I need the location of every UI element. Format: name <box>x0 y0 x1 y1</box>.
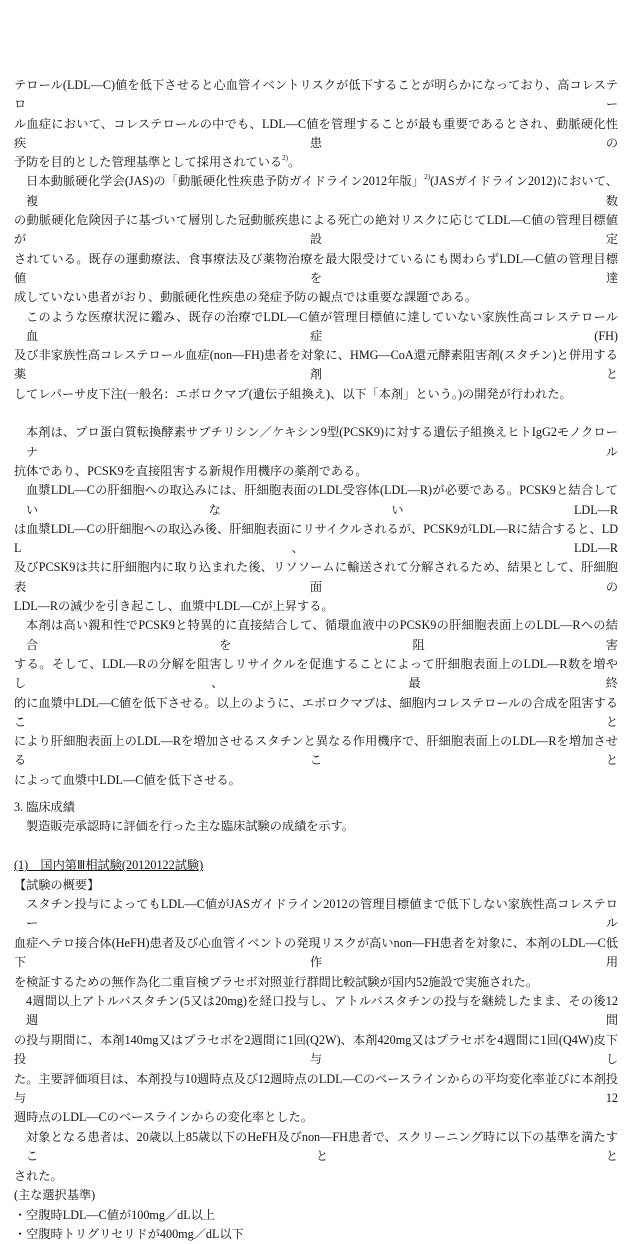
text-line <box>14 732 618 771</box>
text-line <box>14 153 618 172</box>
text-line <box>14 462 618 481</box>
criteria-item: ・空腹時LDL―C値が100mg／dL以上 <box>14 1207 216 1222</box>
line-text: 対象となる患者は、20歳以上85歳以下のHeFH及びnon―FH患者で、スクリーニング時に以下の基準を満たすことと <box>26 1129 618 1164</box>
text-line <box>14 481 618 520</box>
line-text: 日本動脈硬化学会(JAS)の「動脈硬化性疾患予防ガイドライン2012年版」 <box>26 174 425 189</box>
line-text: の動脈硬化危険因子に基づいて層別した冠動脈疾患による死亡の絶対リスクに応じてLDL―C値の管理目標値が設定 <box>14 213 618 247</box>
line-text: されている。既存の運動療法、食事療法及び薬物治療を最大限受けているにも関わらずLDL―C値の管理目標値を達 <box>14 251 618 285</box>
line-text: 血漿LDL―Cの肝細胞への取込みには、肝細胞表面のLDL受容体(LDL―R)が必要である。PCSK9と結合していないLDL―R <box>26 483 618 517</box>
overview-body <box>14 895 618 1186</box>
text-line <box>14 895 618 934</box>
line-text: してレパーサ皮下注(一般名：エボロクマブ(遺伝子組換え)、以下「本剤」という。)の開発が行われた。 <box>14 386 572 401</box>
line-text: 血症ヘテロ接合体(HeFH)患者及び心血管イベントの発現リスクが高いnon―FH患者を対象に、本剤のLDL―C低下作用 <box>14 935 618 970</box>
text-line <box>14 423 618 462</box>
line-text: する。そして、LDL―Rの分解を阻害しリサイクルを促進することによって肝細胞表面上のLDL―R数を増やし、最終 <box>14 656 618 691</box>
text-line <box>14 694 618 733</box>
line-text: によって血漿中LDL―C値を低下させる。 <box>14 772 241 787</box>
text-line <box>14 973 618 992</box>
line-text: 抗体であり、PCSK9を直接阻害する新規作用機序の薬剤である。 <box>14 463 368 478</box>
line-text: 成していない患者がおり、動脈硬化性疾患の発症予防の観点では重要な課題である。 <box>14 290 478 305</box>
text-line <box>14 404 618 423</box>
trial-heading <box>14 856 618 875</box>
text-line <box>14 655 618 694</box>
document-body <box>14 76 618 1244</box>
line-text: た。主要評価項目は、本剤投与10週時点及び12週時点のLDL―Cのベースラインからの平均変化率並びに本剤投与12 <box>14 1071 618 1106</box>
line-text: 本剤は高い親和性でPCSK9と特異的に直接結合して、循環血液中のPCSK9の肝細胞表面上のLDL―Rへの結合を阻害 <box>26 618 618 652</box>
clinical-results-section <box>14 798 618 1244</box>
line-text: 本剤は、プロ蛋白質転換酵素サブチリシン／ケキシン9型(PCSK9)に対する遺伝子組換えヒトIgG2モノクローナル <box>26 425 618 459</box>
line-text: により肝細胞表面上のLDL―Rを増加させるスタチンと異なる作用機序で、肝細胞表面上のLDL―Rを増加させること <box>14 734 618 768</box>
citation-ref: 2) <box>282 154 288 163</box>
text-line <box>14 1070 618 1109</box>
line-text: を検証するための無作為化二重盲検プラセボ対照並行群間比較試験が国内52施設で実施された。 <box>14 974 539 989</box>
text-line <box>14 558 618 597</box>
text-line <box>14 1167 618 1186</box>
text-line <box>14 1031 618 1070</box>
criteria-item: ・空腹時トリグリセリドが400mg／dL以下 <box>14 1226 244 1241</box>
line-text: スタチン投与によってもLDL―C値がJASガイドライン2012の管理目標値まで低下しない家族性高コレステロール <box>26 897 618 931</box>
criteria-label: (主な選択基準) <box>14 1188 96 1203</box>
overview-label: 【試験の概要】 <box>14 877 100 892</box>
line-text: 4週間以上アトルバスタチン(5又は20mg)を経口投与し、アトルバスタチンの投与を継続したまま、その後12週間 <box>26 994 618 1028</box>
line-text: 及び非家族性高コレステロール血症(non―FH)患者を対象に、HMG―CoA還元酵素阻害剤(スタチン)と併用する薬剤と <box>14 348 618 382</box>
text-line <box>14 346 618 385</box>
text-line <box>14 597 618 616</box>
line-text: 。 <box>287 155 301 170</box>
line-text: 及びPCSK9は共に肝細胞内に取り込まれた後、リソソームに輸送されて分解されるため、結果として、肝細胞表面の <box>14 560 618 594</box>
text-line <box>14 172 618 211</box>
section-lead: 製造販売承認時に評価を行った主な臨床試験の成績を示す。 <box>26 819 355 834</box>
line-text: 予防を目的とした管理基準として採用されている <box>14 155 283 170</box>
text-line <box>14 992 618 1031</box>
text-line <box>14 211 618 250</box>
text-line <box>14 385 618 404</box>
text-line <box>14 115 618 154</box>
text-line <box>14 934 618 973</box>
spacer <box>14 837 618 856</box>
section-heading: 3. 臨床成績 <box>14 799 75 814</box>
intro-paragraphs <box>14 76 618 790</box>
text-line <box>14 520 618 559</box>
text-line <box>14 308 618 347</box>
line-text: 的に血漿中LDL―C値を低下させる。以上のように、エボロクマブは、細胞内コレステロールの合成を阻害すること <box>14 695 618 729</box>
text-line <box>14 76 618 115</box>
text-line <box>14 1108 618 1127</box>
text-line <box>14 288 618 307</box>
text-line <box>14 1128 618 1167</box>
citation-ref: 2) <box>424 173 431 182</box>
line-text: の投与期間に、本剤140mg又はプラセボを2週間に1回(Q2W)、本剤420mg又はプラセボを4週間に1回(Q4W)皮下投与し <box>14 1032 618 1067</box>
line-text: このような医療状況に鑑み、既存の治療でLDL―C値が管理目標値に達していない家族性高コレステロール血症(FH) <box>26 309 618 343</box>
text-line <box>14 771 618 790</box>
text-line <box>14 250 618 289</box>
line-text: ル血症において、コレステロールの中でも、LDL―C値を管理することが最も重要であるとされ、動脈硬化性疾患の <box>14 116 618 150</box>
line-text: は血漿LDL―Cの肝細胞への取込み後、肝細胞表面にリサイクルされるが、PCSK9がLDL―Rに結合すると、LDL、LDL―R <box>14 521 618 556</box>
line-text: 週時点のLDL―Cのベースラインからの変化率とした。 <box>14 1110 313 1125</box>
line-text: された。 <box>14 1168 63 1183</box>
line-text: LDL―Rの減少を引き起こし、血漿中LDL―Cが上昇する。 <box>14 599 334 614</box>
line-text: (JASガイドライン2012)において、複数 <box>26 174 618 208</box>
line-text: テロール(LDL―C)値を低下させると心血管イベントリスクが低下することが明らかになっており、高コレステロー <box>14 78 618 112</box>
text-line <box>14 616 618 655</box>
trial-heading-text: (1) 国内第Ⅲ相試験(20120122試験) <box>14 858 204 873</box>
